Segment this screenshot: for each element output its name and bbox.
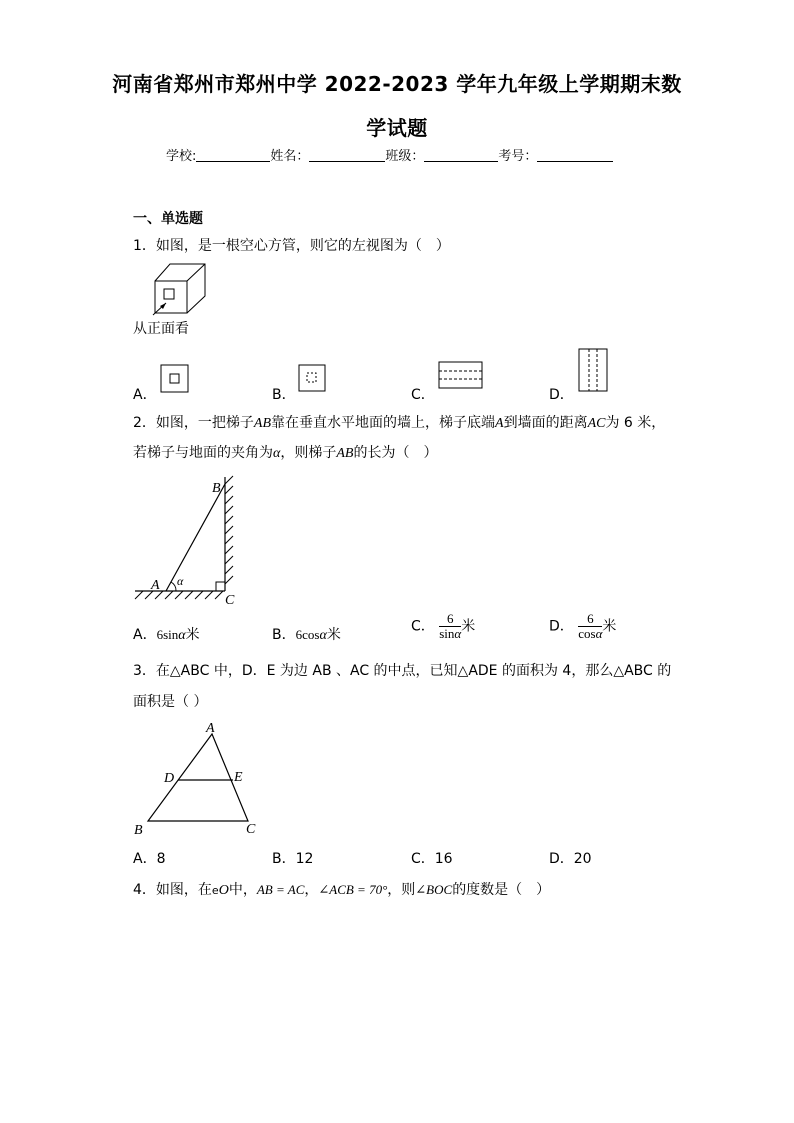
- question-2-line-2: 若梯子与地面的夹角为α，则梯子AB的长为（ ）: [133, 445, 438, 461]
- question-3-line-2: 面积是（ ）: [133, 694, 208, 710]
- q3-option-b[interactable]: B．12: [272, 851, 314, 867]
- q3-point-b-label: B: [134, 823, 143, 838]
- number-blank[interactable]: [537, 147, 613, 162]
- q3-point-c-label: C: [246, 822, 256, 837]
- page-title: 河南省郑州市郑州中学 2022-2023 学年九年级上学期期末数: [112, 72, 682, 96]
- q2-point-b-label: B: [212, 481, 221, 496]
- q1-option-d-label[interactable]: D．: [549, 387, 574, 403]
- q1-option-c-figure[interactable]: [438, 361, 484, 391]
- q2-point-a-label: A: [151, 578, 160, 593]
- question-3-line-1: 3．在△ABC 中，D．E 为边 AB 、AC 的中点，已知△ADE 的面积为 4，那么△ABC 的: [133, 663, 672, 679]
- q2-alpha-label: α: [177, 574, 184, 588]
- q2-ladder-figure: [130, 472, 245, 607]
- q1-option-d-figure[interactable]: [577, 348, 611, 394]
- q3-point-e-label: E: [234, 770, 243, 785]
- q2-option-d-fraction: $\frac{6}{\cos\alpha}$: [578, 611, 603, 641]
- q2-option-c[interactable]: C． $\frac{6}{\sin\alpha}$ 米: [411, 611, 476, 641]
- school-label: 学校:: [166, 149, 197, 164]
- q3-option-d[interactable]: D．20: [549, 851, 592, 867]
- question-2-line-1: 2．如图，一把梯子AB靠在垂直水平地面的墙上，梯子底端A到墙面的距离AC为 6 米，: [133, 415, 666, 431]
- q3-option-a[interactable]: A．8: [133, 851, 166, 867]
- q1-option-b-figure[interactable]: [298, 364, 328, 394]
- q3-point-d-label: D: [164, 771, 175, 786]
- student-info-row: [166, 145, 613, 164]
- q1-hollow-tube-figure: [150, 260, 210, 318]
- class-label: 班级：: [385, 149, 425, 164]
- page-title-continued: 学试题: [366, 116, 428, 140]
- q2-option-d[interactable]: D． $\frac{6}{\cos\alpha}$ 米: [549, 611, 617, 641]
- question-1-text: 1．如图，是一根空心方管，则它的左视图为（ ）: [133, 238, 450, 254]
- q1-option-b-label[interactable]: B．: [272, 387, 296, 403]
- name-blank[interactable]: [309, 147, 385, 162]
- q2-option-c-fraction: $\frac{6}{\sin\alpha}$: [439, 611, 462, 641]
- q1-option-a-figure[interactable]: [160, 364, 190, 394]
- name-label: 姓名：: [270, 149, 310, 164]
- q1-option-c-label[interactable]: C．: [411, 387, 435, 403]
- q1-option-a-label[interactable]: A．: [133, 387, 157, 403]
- q3-triangle-figure: [130, 720, 265, 838]
- question-4-text: 4．如图，在eO中，AB = AC，∠ACB = 70°，则∠BOC的度数是（ ）: [133, 882, 551, 898]
- school-blank[interactable]: [196, 147, 270, 162]
- q2-point-c-label: C: [225, 593, 235, 607]
- q2-option-a[interactable]: A．6sinα米: [133, 627, 200, 643]
- q3-point-a-label: A: [206, 721, 215, 736]
- q2-option-b[interactable]: B．6cosα米: [272, 627, 341, 643]
- number-label: 考号：: [498, 149, 538, 164]
- section-heading: 一、单选题: [133, 211, 203, 227]
- q1-front-view-label: 从正面看: [133, 321, 189, 337]
- class-blank[interactable]: [424, 147, 498, 162]
- q3-option-c[interactable]: C．16: [411, 851, 453, 867]
